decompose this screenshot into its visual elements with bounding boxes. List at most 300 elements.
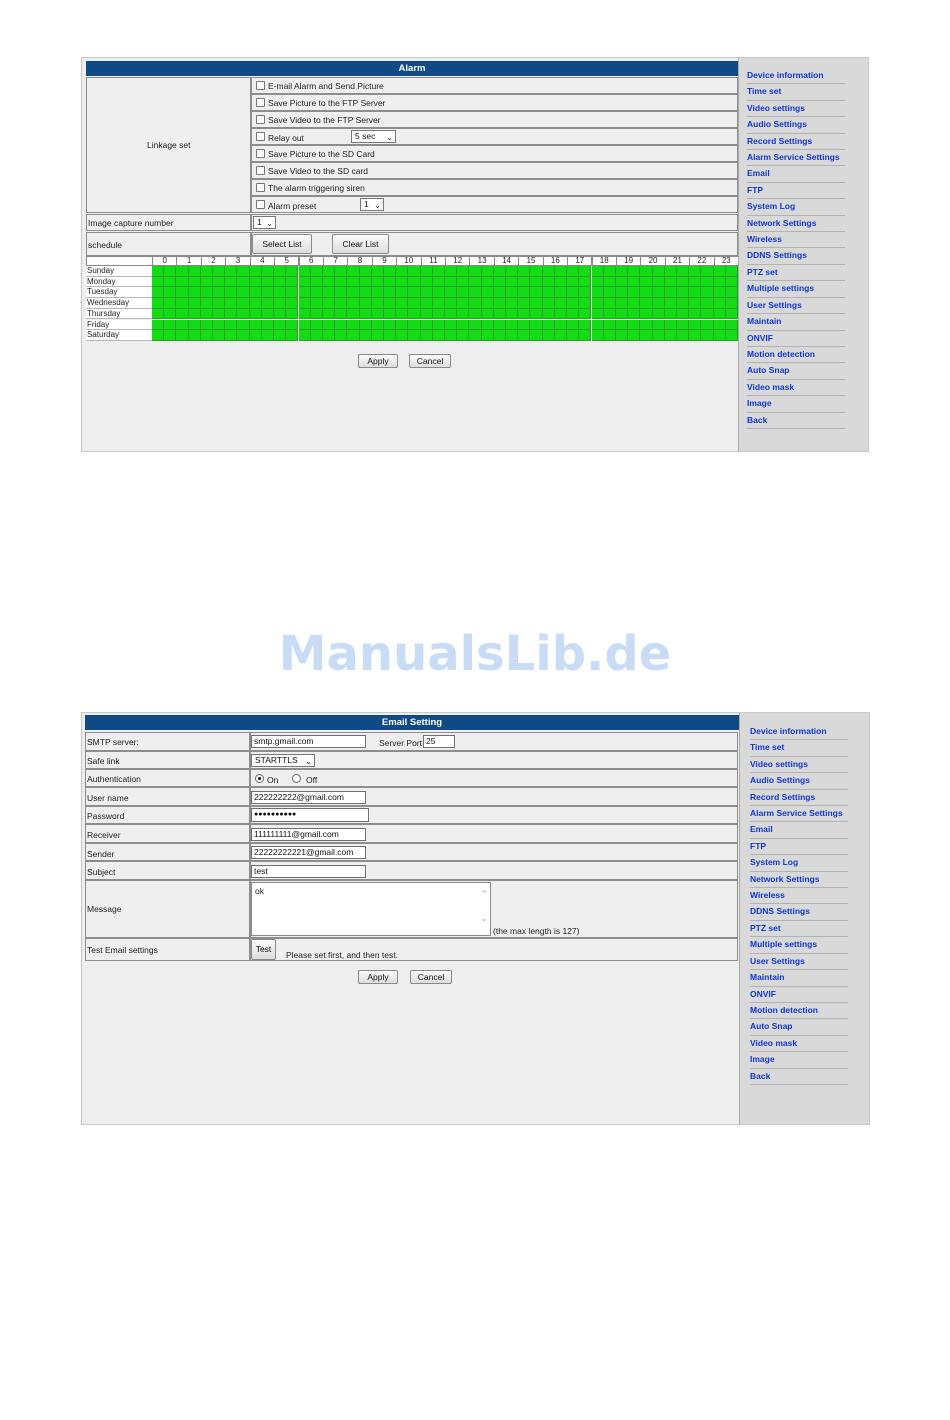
schedule-cell[interactable] [384, 266, 396, 277]
sidebar-item-video-mask[interactable]: Video mask [747, 380, 845, 396]
schedule-cell[interactable] [396, 320, 408, 331]
schedule-cell[interactable] [408, 266, 420, 277]
schedule-cell[interactable] [506, 298, 518, 309]
schedule-cell[interactable] [213, 287, 225, 298]
schedule-cell[interactable] [384, 277, 396, 288]
schedule-cell[interactable] [543, 330, 555, 341]
schedule-cell[interactable] [689, 309, 701, 320]
schedule-cell[interactable] [176, 330, 188, 341]
schedule-cell[interactable] [408, 287, 420, 298]
schedule-cell[interactable] [555, 309, 567, 320]
sidebar-item-multiple-settings[interactable]: Multiple settings [750, 937, 848, 953]
hour-header[interactable]: 12 [445, 256, 470, 266]
schedule-cell[interactable] [640, 330, 652, 341]
schedule-cell[interactable] [237, 330, 249, 341]
sidebar-item-onvif[interactable]: ONVIF [750, 987, 848, 1003]
schedule-cell[interactable] [701, 298, 713, 309]
hour-header[interactable]: 14 [494, 256, 519, 266]
safe-link-select[interactable] [251, 754, 315, 767]
schedule-cell[interactable] [189, 298, 201, 309]
schedule-cell[interactable] [445, 298, 457, 309]
sidebar-item-video-settings[interactable]: Video settings [747, 101, 845, 117]
schedule-cell[interactable] [628, 298, 640, 309]
hour-header[interactable]: 18 [592, 256, 617, 266]
schedule-cell[interactable] [299, 266, 311, 277]
schedule-cell[interactable] [494, 298, 506, 309]
sidebar-item-back[interactable]: Back [750, 1069, 848, 1085]
sidebar-item-audio-settings[interactable]: Audio Settings [747, 117, 845, 133]
schedule-cell[interactable] [592, 298, 604, 309]
schedule-cell[interactable] [616, 320, 628, 331]
schedule-cell[interactable] [640, 287, 652, 298]
sidebar-item-ftp[interactable]: FTP [747, 183, 845, 199]
schedule-cell[interactable] [250, 266, 262, 277]
schedule-cell[interactable] [213, 320, 225, 331]
sidebar-item-auto-snap[interactable]: Auto Snap [750, 1019, 848, 1035]
sidebar-item-back[interactable]: Back [747, 413, 845, 429]
hour-header[interactable]: 23 [714, 256, 739, 266]
schedule-cell[interactable] [335, 298, 347, 309]
receiver-input[interactable]: 111111111@gmail.com [251, 828, 366, 841]
schedule-cell[interactable] [640, 266, 652, 277]
schedule-cell[interactable] [604, 287, 616, 298]
sidebar-item-ddns-settings[interactable]: DDNS Settings [750, 904, 848, 920]
schedule-cell[interactable] [396, 277, 408, 288]
schedule-cell[interactable] [225, 266, 237, 277]
schedule-cell[interactable] [616, 277, 628, 288]
sidebar-item-record-settings[interactable]: Record Settings [747, 134, 845, 150]
schedule-cell[interactable] [311, 298, 323, 309]
schedule-cell[interactable] [640, 320, 652, 331]
schedule-cell[interactable] [579, 298, 591, 309]
schedule-cell[interactable] [433, 320, 445, 331]
schedule-cell[interactable] [726, 309, 738, 320]
schedule-cell[interactable] [616, 266, 628, 277]
schedule-cell[interactable] [701, 309, 713, 320]
schedule-cell[interactable] [701, 266, 713, 277]
schedule-cell[interactable] [372, 287, 384, 298]
schedule-cell[interactable] [225, 309, 237, 320]
schedule-cell[interactable] [543, 309, 555, 320]
schedule-cell[interactable] [469, 320, 481, 331]
schedule-cell[interactable] [201, 287, 213, 298]
schedule-cell[interactable] [347, 287, 359, 298]
schedule-cell[interactable] [494, 287, 506, 298]
hour-header[interactable]: 1 [176, 256, 201, 266]
schedule-cell[interactable] [567, 277, 579, 288]
schedule-cell[interactable] [457, 330, 469, 341]
schedule-cell[interactable] [372, 298, 384, 309]
schedule-cell[interactable] [714, 266, 726, 277]
schedule-cell[interactable] [530, 277, 542, 288]
schedule-cell[interactable] [384, 320, 396, 331]
schedule-cell[interactable] [335, 277, 347, 288]
schedule-cell[interactable] [189, 320, 201, 331]
schedule-cell[interactable] [299, 287, 311, 298]
schedule-cell[interactable] [152, 266, 164, 277]
schedule-cell[interactable] [445, 320, 457, 331]
sidebar-item-ptz-set[interactable]: PTZ set [750, 921, 848, 937]
hour-header[interactable]: 10 [396, 256, 421, 266]
schedule-cell[interactable] [701, 277, 713, 288]
schedule-cell[interactable] [665, 266, 677, 277]
schedule-cell[interactable] [262, 266, 274, 277]
schedule-cell[interactable] [494, 320, 506, 331]
schedule-cell[interactable] [408, 277, 420, 288]
schedule-cell[interactable] [286, 298, 298, 309]
schedule-cell[interactable] [152, 320, 164, 331]
server-port-input[interactable]: 25 [423, 735, 455, 748]
schedule-cell[interactable] [201, 320, 213, 331]
hour-header[interactable]: 9 [372, 256, 397, 266]
schedule-cell[interactable] [250, 330, 262, 341]
hour-header[interactable]: 0 [152, 256, 177, 266]
schedule-cell[interactable] [482, 309, 494, 320]
schedule-cell[interactable] [567, 298, 579, 309]
schedule-cell[interactable] [701, 287, 713, 298]
sidebar-item-user-settings[interactable]: User Settings [750, 954, 848, 970]
schedule-cell[interactable] [360, 298, 372, 309]
smtp-server-input[interactable]: smtp.gmail.com [251, 735, 366, 748]
email-cancel-button[interactable]: Cancel [410, 970, 452, 984]
schedule-cell[interactable] [494, 277, 506, 288]
schedule-cell[interactable] [262, 320, 274, 331]
schedule-cell[interactable] [555, 320, 567, 331]
schedule-cell[interactable] [274, 287, 286, 298]
schedule-cell[interactable] [201, 266, 213, 277]
schedule-cell[interactable] [628, 287, 640, 298]
hour-header[interactable]: 7 [323, 256, 348, 266]
hour-header[interactable]: 21 [665, 256, 690, 266]
schedule-cell[interactable] [408, 330, 420, 341]
sidebar-item-device-information[interactable]: Device information [747, 68, 845, 84]
sidebar-item-maintain[interactable]: Maintain [750, 970, 848, 986]
schedule-cell[interactable] [274, 277, 286, 288]
schedule-cell[interactable] [164, 266, 176, 277]
day-label[interactable]: Friday [86, 320, 152, 331]
schedule-cell[interactable] [372, 266, 384, 277]
schedule-cell[interactable] [653, 309, 665, 320]
schedule-cell[interactable] [262, 277, 274, 288]
auth-off-radio[interactable] [292, 774, 301, 783]
schedule-cell[interactable] [360, 309, 372, 320]
schedule-cell[interactable] [237, 320, 249, 331]
schedule-cell[interactable] [237, 309, 249, 320]
schedule-cell[interactable] [604, 298, 616, 309]
schedule-cell[interactable] [408, 309, 420, 320]
schedule-cell[interactable] [665, 330, 677, 341]
schedule-cell[interactable] [323, 298, 335, 309]
schedule-cell[interactable] [457, 309, 469, 320]
schedule-cell[interactable] [567, 330, 579, 341]
day-label[interactable]: Thursday [86, 309, 152, 320]
sidebar-item-network-settings[interactable]: Network Settings [747, 216, 845, 232]
schedule-cell[interactable] [604, 277, 616, 288]
schedule-cell[interactable] [579, 320, 591, 331]
schedule-cell[interactable] [543, 266, 555, 277]
sidebar-item-video-mask[interactable]: Video mask [750, 1036, 848, 1052]
schedule-cell[interactable] [726, 266, 738, 277]
test-email-button[interactable]: Test [251, 939, 276, 960]
day-label[interactable]: Sunday [86, 266, 152, 277]
schedule-cell[interactable] [665, 309, 677, 320]
schedule-cell[interactable] [323, 287, 335, 298]
schedule-cell[interactable] [518, 330, 530, 341]
schedule-cell[interactable] [530, 320, 542, 331]
schedule-cell[interactable] [579, 287, 591, 298]
schedule-cell[interactable] [530, 287, 542, 298]
schedule-cell[interactable] [408, 320, 420, 331]
schedule-cell[interactable] [445, 277, 457, 288]
schedule-cell[interactable] [335, 287, 347, 298]
sidebar-item-time-set[interactable]: Time set [750, 740, 848, 756]
schedule-cell[interactable] [665, 320, 677, 331]
schedule-cell[interactable] [164, 309, 176, 320]
schedule-cell[interactable] [653, 266, 665, 277]
schedule-cell[interactable] [726, 277, 738, 288]
schedule-cell[interactable] [311, 287, 323, 298]
sidebar-item-onvif[interactable]: ONVIF [747, 331, 845, 347]
sidebar-item-system-log[interactable]: System Log [750, 855, 848, 871]
siren-checkbox[interactable] [256, 183, 265, 192]
schedule-cell[interactable] [592, 287, 604, 298]
schedule-cell[interactable] [628, 330, 640, 341]
schedule-cell[interactable] [311, 330, 323, 341]
schedule-cell[interactable] [506, 266, 518, 277]
sidebar-item-motion-detection[interactable]: Motion detection [747, 347, 845, 363]
schedule-cell[interactable] [396, 309, 408, 320]
schedule-cell[interactable] [372, 277, 384, 288]
schedule-cell[interactable] [299, 330, 311, 341]
sidebar-item-alarm-service-settings[interactable]: Alarm Service Settings [747, 150, 845, 166]
schedule-cell[interactable] [323, 266, 335, 277]
schedule-cell[interactable] [189, 330, 201, 341]
schedule-cell[interactable] [482, 320, 494, 331]
schedule-cell[interactable] [213, 309, 225, 320]
schedule-cell[interactable] [396, 330, 408, 341]
schedule-cell[interactable] [689, 287, 701, 298]
hour-header[interactable]: 3 [225, 256, 250, 266]
schedule-cell[interactable] [335, 330, 347, 341]
schedule-cell[interactable] [494, 309, 506, 320]
schedule-cell[interactable] [176, 309, 188, 320]
schedule-cell[interactable] [299, 320, 311, 331]
schedule-cell[interactable] [237, 287, 249, 298]
schedule-cell[interactable] [213, 298, 225, 309]
schedule-cell[interactable] [677, 330, 689, 341]
schedule-cell[interactable] [482, 298, 494, 309]
schedule-cell[interactable] [250, 298, 262, 309]
schedule-cell[interactable] [469, 287, 481, 298]
schedule-cell[interactable] [360, 320, 372, 331]
hour-header[interactable]: 11 [421, 256, 446, 266]
schedule-cell[interactable] [176, 287, 188, 298]
schedule-cell[interactable] [506, 309, 518, 320]
schedule-cell[interactable] [518, 266, 530, 277]
schedule-cell[interactable] [701, 320, 713, 331]
schedule-cell[interactable] [469, 330, 481, 341]
schedule-cell[interactable] [653, 298, 665, 309]
schedule-cell[interactable] [628, 309, 640, 320]
alarm-preset-select[interactable] [360, 198, 384, 211]
schedule-cell[interactable] [201, 277, 213, 288]
schedule-cell[interactable] [653, 277, 665, 288]
schedule-cell[interactable] [189, 309, 201, 320]
schedule-cell[interactable] [213, 266, 225, 277]
hour-header[interactable]: 4 [250, 256, 275, 266]
schedule-cell[interactable] [567, 287, 579, 298]
schedule-cell[interactable] [201, 309, 213, 320]
schedule-cell[interactable] [506, 287, 518, 298]
schedule-cell[interactable] [262, 330, 274, 341]
schedule-cell[interactable] [213, 330, 225, 341]
sidebar-item-system-log[interactable]: System Log [747, 199, 845, 215]
schedule-cell[interactable] [433, 266, 445, 277]
schedule-cell[interactable] [433, 298, 445, 309]
schedule-cell[interactable] [689, 277, 701, 288]
relay-duration-select[interactable] [351, 130, 396, 143]
sidebar-item-image[interactable]: Image [747, 396, 845, 412]
schedule-cell[interactable] [433, 287, 445, 298]
schedule-cell[interactable] [262, 287, 274, 298]
hour-header[interactable]: 13 [469, 256, 494, 266]
schedule-cell[interactable] [176, 298, 188, 309]
schedule-cell[interactable] [714, 287, 726, 298]
schedule-cell[interactable] [250, 320, 262, 331]
sidebar-item-ptz-set[interactable]: PTZ set [747, 265, 845, 281]
sidebar-item-alarm-service-settings[interactable]: Alarm Service Settings [750, 806, 848, 822]
sidebar-item-motion-detection[interactable]: Motion detection [750, 1003, 848, 1019]
schedule-cell[interactable] [335, 309, 347, 320]
schedule-cell[interactable] [360, 277, 372, 288]
schedule-cell[interactable] [384, 330, 396, 341]
schedule-cell[interactable] [164, 320, 176, 331]
schedule-cell[interactable] [677, 320, 689, 331]
schedule-cell[interactable] [616, 330, 628, 341]
schedule-cell[interactable] [469, 266, 481, 277]
schedule-cell[interactable] [225, 330, 237, 341]
schedule-cell[interactable] [262, 309, 274, 320]
schedule-cell[interactable] [274, 330, 286, 341]
schedule-cell[interactable] [530, 309, 542, 320]
schedule-cell[interactable] [433, 309, 445, 320]
schedule-cell[interactable] [347, 309, 359, 320]
schedule-cell[interactable] [592, 320, 604, 331]
alarm-cancel-button[interactable]: Cancel [409, 354, 451, 368]
schedule-cell[interactable] [347, 320, 359, 331]
sidebar-item-time-set[interactable]: Time set [747, 84, 845, 100]
schedule-cell[interactable] [372, 309, 384, 320]
alarm-preset-checkbox[interactable] [256, 200, 265, 209]
schedule-cell[interactable] [457, 287, 469, 298]
schedule-cell[interactable] [530, 266, 542, 277]
schedule-cell[interactable] [555, 330, 567, 341]
scroll-down-icon[interactable]: ⌄ [480, 913, 488, 923]
schedule-cell[interactable] [225, 277, 237, 288]
schedule-cell[interactable] [592, 330, 604, 341]
schedule-cell[interactable] [225, 320, 237, 331]
sidebar-item-wireless[interactable]: Wireless [750, 888, 848, 904]
schedule-cell[interactable] [323, 277, 335, 288]
sidebar-item-ddns-settings[interactable]: DDNS Settings [747, 248, 845, 264]
schedule-cell[interactable] [628, 277, 640, 288]
sd-picture-checkbox[interactable] [256, 149, 265, 158]
schedule-cell[interactable] [518, 298, 530, 309]
schedule-cell[interactable] [152, 287, 164, 298]
hour-header[interactable]: 2 [201, 256, 226, 266]
schedule-cell[interactable] [482, 287, 494, 298]
hour-header[interactable]: 8 [347, 256, 372, 266]
schedule-cell[interactable] [311, 320, 323, 331]
schedule-cell[interactable] [445, 266, 457, 277]
schedule-cell[interactable] [518, 320, 530, 331]
schedule-cell[interactable] [396, 298, 408, 309]
schedule-cell[interactable] [530, 298, 542, 309]
schedule-cell[interactable] [274, 309, 286, 320]
schedule-cell[interactable] [335, 266, 347, 277]
schedule-cell[interactable] [360, 287, 372, 298]
schedule-cell[interactable] [506, 277, 518, 288]
sidebar-item-video-settings[interactable]: Video settings [750, 757, 848, 773]
sidebar-item-maintain[interactable]: Maintain [747, 314, 845, 330]
schedule-cell[interactable] [518, 277, 530, 288]
sidebar-item-user-settings[interactable]: User Settings [747, 298, 845, 314]
schedule-cell[interactable] [616, 309, 628, 320]
schedule-cell[interactable] [286, 266, 298, 277]
schedule-cell[interactable] [469, 309, 481, 320]
ftp-picture-checkbox[interactable] [256, 98, 265, 107]
schedule-cell[interactable] [530, 330, 542, 341]
schedule-cell[interactable] [189, 277, 201, 288]
sidebar-item-device-information[interactable]: Device information [750, 724, 848, 740]
schedule-cell[interactable] [396, 287, 408, 298]
schedule-cell[interactable] [726, 330, 738, 341]
schedule-cell[interactable] [689, 266, 701, 277]
hour-header[interactable]: 22 [689, 256, 714, 266]
schedule-cell[interactable] [665, 287, 677, 298]
schedule-cell[interactable] [360, 330, 372, 341]
schedule-cell[interactable] [237, 277, 249, 288]
schedule-cell[interactable] [396, 266, 408, 277]
schedule-cell[interactable] [701, 330, 713, 341]
schedule-cell[interactable] [616, 287, 628, 298]
schedule-cell[interactable] [152, 309, 164, 320]
schedule-cell[interactable] [384, 287, 396, 298]
schedule-cell[interactable] [677, 277, 689, 288]
schedule-cell[interactable] [628, 320, 640, 331]
sender-input[interactable]: 22222222221@gmail.com [251, 846, 366, 859]
schedule-cell[interactable] [237, 298, 249, 309]
schedule-cell[interactable] [482, 330, 494, 341]
schedule-cell[interactable] [506, 320, 518, 331]
schedule-cell[interactable] [677, 266, 689, 277]
schedule-cell[interactable] [604, 330, 616, 341]
schedule-cell[interactable] [384, 309, 396, 320]
schedule-cell[interactable] [250, 287, 262, 298]
schedule-cell[interactable] [164, 330, 176, 341]
schedule-cell[interactable] [616, 298, 628, 309]
day-label[interactable]: Wednesday [86, 298, 152, 309]
schedule-cell[interactable] [152, 330, 164, 341]
day-label[interactable]: Monday [86, 277, 152, 288]
schedule-cell[interactable] [482, 277, 494, 288]
day-label[interactable]: Tuesday [86, 287, 152, 298]
sidebar-item-email[interactable]: Email [750, 822, 848, 838]
schedule-cell[interactable] [518, 287, 530, 298]
schedule-cell[interactable] [689, 320, 701, 331]
schedule-cell[interactable] [262, 298, 274, 309]
schedule-cell[interactable] [640, 277, 652, 288]
